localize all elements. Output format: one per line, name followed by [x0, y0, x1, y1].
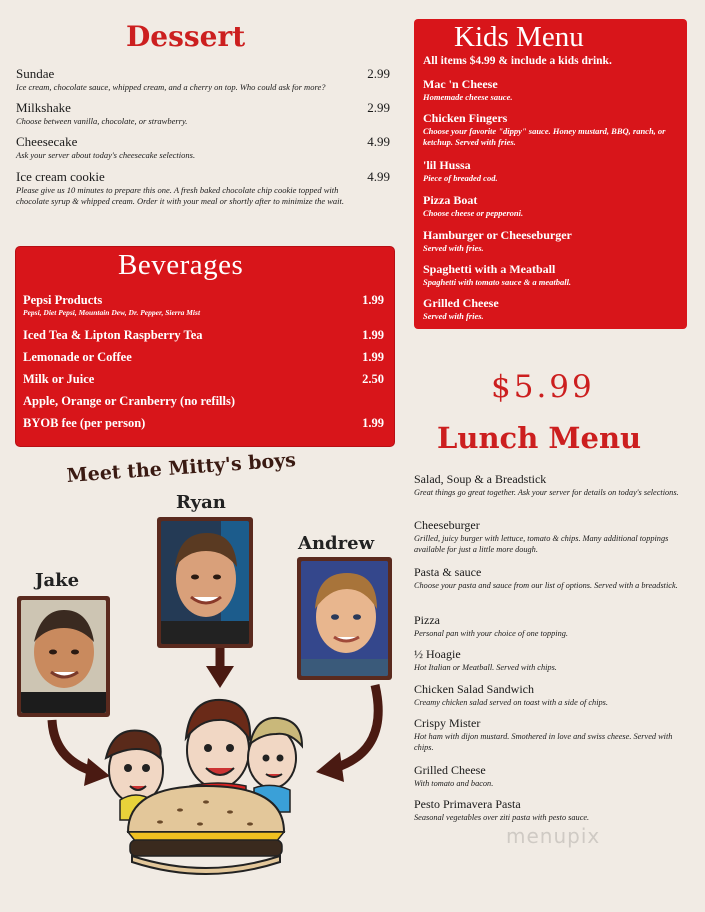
dessert-item	[16, 169, 390, 207]
item-name: Mac 'n Cheese	[423, 77, 498, 91]
item-price: 2.99	[367, 100, 390, 115]
item-price: 4.99	[367, 169, 390, 184]
item-name: Grilled Cheese	[423, 296, 499, 310]
item-description: Ask your server about today's cheesecake selections.	[16, 150, 196, 160]
arrow-icon	[335, 685, 378, 768]
lunch-item	[414, 797, 694, 823]
item-price: 1.99	[362, 293, 384, 307]
dessert-item	[16, 66, 390, 93]
kids-item	[423, 228, 683, 254]
item-name: Lemonade or Coffee	[23, 350, 132, 364]
lunch-item	[414, 565, 694, 591]
item-price: 1.99	[362, 416, 384, 430]
beverages-section	[16, 247, 394, 446]
lunch-item	[414, 647, 694, 673]
lunch-item	[414, 613, 694, 639]
item-description: Hot Italian or Meatball. Served with chips.	[414, 663, 557, 672]
item-description: With tomato and bacon.	[414, 779, 494, 788]
item-description: Choose your favorite "dippy" sauce. Honey mustard, BBQ, ranch, or ketchup. Served with fries.	[423, 126, 666, 147]
item-name: Milkshake	[16, 100, 71, 115]
item-description: Creamy chicken salad served on toast with a side of chips.	[414, 698, 608, 707]
item-description: Choose cheese or pepperoni.	[423, 208, 524, 218]
meet-the-boys-heading: Meet the Mitty's boys	[66, 448, 297, 487]
item-description: Choose your pasta and sauce from our list of options. Served with a breadstick.	[414, 581, 678, 590]
item-price: 2.50	[362, 372, 384, 386]
item-description: Hot ham with dijon mustard. Smothered in love and swiss cheese. Served with chips.	[414, 732, 673, 752]
kids-menu-title: Kids Menu	[454, 21, 584, 53]
item-description: Great things go great together. Ask your server for details on today's selections.	[414, 488, 679, 497]
item-name: Grilled Cheese	[414, 763, 486, 777]
item-price: 1.99	[362, 328, 384, 342]
item-description: Ice cream, chocolate sauce, whipped cream, and a cherry on top. Who could ask for more?	[16, 82, 326, 92]
item-name: Ice cream cookie	[16, 169, 105, 184]
watermark-logo: menupix	[506, 824, 601, 848]
kids-menu-section	[414, 19, 687, 329]
boy-name-andrew: Andrew	[298, 533, 375, 554]
beverage-item	[23, 328, 389, 343]
item-name: Hamburger or Cheeseburger	[423, 228, 572, 242]
item-description: Piece of breaded cod.	[423, 173, 498, 183]
item-name: Crispy Mister	[414, 716, 481, 730]
lunch-menu-title: Lunch Menu	[437, 421, 642, 455]
item-name: Sundae	[16, 66, 55, 81]
item-description: Pepsi, Diet Pepsi, Mountain Dew, Dr. Pepper, Sierra Mist	[23, 308, 201, 317]
item-name: Milk or Juice	[23, 372, 95, 386]
item-name: Cheeseburger	[414, 518, 480, 532]
boy-name-ryan: Ryan	[176, 492, 226, 513]
item-name: Chicken Salad Sandwich	[414, 682, 534, 696]
item-description: Homemade cheese sauce.	[423, 92, 513, 102]
item-name: Pesto Primavera Pasta	[414, 797, 521, 811]
beverage-item	[23, 372, 389, 387]
item-name: 'lil Hussa	[423, 158, 471, 172]
dessert-item	[16, 134, 390, 161]
boy-portrait-ryan	[161, 521, 249, 644]
beverages-title: Beverages	[118, 249, 244, 281]
item-description: Personal pan with your choice of one topping.	[414, 629, 568, 638]
item-description: Seasonal vegetables over ziti pasta with pesto sauce.	[414, 813, 590, 822]
item-price: 4.99	[367, 134, 390, 149]
beverage-item	[23, 416, 389, 431]
item-description: Served with fries.	[423, 243, 484, 253]
lunch-item	[414, 682, 694, 708]
kids-item	[423, 262, 683, 288]
item-price: 1.99	[362, 350, 384, 364]
dessert-section	[16, 20, 392, 235]
dessert-title: Dessert	[126, 20, 246, 53]
item-description: Choose between vanilla, chocolate, or strawberry.	[16, 116, 188, 126]
lunch-item	[414, 716, 694, 753]
cartoon-illustration	[40, 640, 410, 890]
item-name: Iced Tea & Lipton Raspberry Tea	[23, 328, 203, 342]
item-description: Served with fries.	[423, 311, 484, 321]
item-name: BYOB fee (per person)	[23, 416, 146, 430]
item-name: Pepsi Products	[23, 293, 103, 307]
item-name: Chicken Fingers	[423, 111, 508, 125]
kids-item	[423, 158, 683, 184]
kids-item	[423, 193, 683, 219]
kids-item	[423, 77, 683, 103]
beverage-item	[23, 293, 389, 317]
lunch-item	[414, 763, 694, 789]
item-name: ½ Hoagie	[414, 647, 461, 661]
item-name: Apple, Orange or Cranberry (no refills)	[23, 394, 236, 408]
item-price: 2.99	[367, 66, 390, 81]
item-description: Please give us 10 minutes to prepare this one. A fresh baked chocolate chip cookie topped with chocolate syrup & whipped cream. Order it with your meal or shortly after to minimize the wait.	[16, 185, 345, 206]
item-description: Spaghetti with tomato sauce & a meatball.	[423, 277, 572, 287]
dessert-item	[16, 100, 390, 127]
lunch-item	[414, 472, 694, 498]
lunch-price: $5.99	[491, 369, 595, 405]
kids-item	[423, 111, 683, 148]
kids-item	[423, 296, 683, 322]
item-name: Pasta & sauce	[414, 565, 482, 579]
lunch-item	[414, 518, 694, 555]
kids-menu-subtitle: All items $4.99 & include a kids drink.	[423, 55, 612, 67]
item-name: Cheesecake	[16, 134, 78, 149]
beverage-item	[23, 394, 389, 409]
item-name: Pizza Boat	[423, 193, 478, 207]
photo-ryan	[157, 517, 253, 648]
item-description: Grilled, juicy burger with lettuce, tomato & chips. Many additional toppings available for just a little more dough.	[414, 534, 669, 554]
item-name: Salad, Soup & a Breadstick	[414, 472, 547, 486]
boy-name-jake: Jake	[35, 570, 80, 591]
item-name: Pizza	[414, 613, 440, 627]
beverage-item	[23, 350, 389, 365]
item-name: Spaghetti with a Meatball	[423, 262, 556, 276]
